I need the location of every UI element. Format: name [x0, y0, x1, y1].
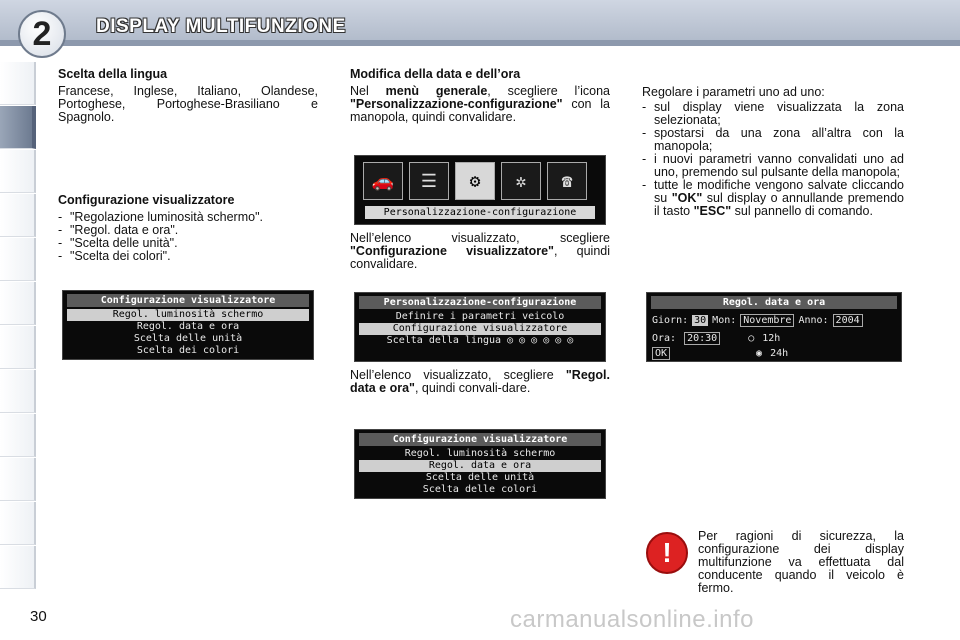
- screen-item: Regol. luminosità schermo: [67, 309, 309, 321]
- chapter-tab: [0, 194, 36, 237]
- watermark: carmanualsonline.info: [510, 606, 754, 633]
- instruction-2: [350, 232, 610, 271]
- screen-item: Scelta delle unità: [425, 472, 535, 483]
- chapter-tab: [0, 326, 36, 369]
- chapter-tab: [0, 62, 36, 105]
- ok-box: OK: [652, 347, 670, 360]
- radio-24h-icon: ◉: [756, 347, 763, 359]
- main-menu-screen: [354, 155, 606, 225]
- option-name: "Regol. data e ora": [350, 368, 610, 395]
- list-item: - "Scelta dei colori".: [58, 250, 318, 263]
- ok-key: "OK": [671, 191, 703, 205]
- screen-item: Regol. data e ora: [136, 321, 240, 332]
- warning-icon: !: [646, 532, 688, 574]
- language-heading: Scelta della lingua: [58, 67, 168, 81]
- language-section: [58, 68, 318, 124]
- screen-caption: Personalizzazione-configurazione: [365, 206, 595, 219]
- chapter-tab: [0, 546, 36, 589]
- list-item: - "Regolazione luminosità schermo".: [58, 211, 318, 224]
- time-label: Ora:: [652, 332, 677, 344]
- safety-warning: Per ragioni di sicurezza, la configurazione dei display multifunzione va effettuata dal conducente quando il veicolo è fermo.: [698, 529, 904, 595]
- date-time-section: [350, 68, 610, 124]
- text: , scegliere l’icona: [487, 84, 610, 98]
- text: , quindi convalidare.: [350, 244, 610, 271]
- header-rule: [0, 40, 960, 46]
- chapter-tab: [0, 414, 36, 457]
- list-item: [642, 179, 904, 218]
- list-item: - spostarsi da una zona all’altra con la manopola;: [642, 127, 904, 153]
- text: Nel: [350, 84, 386, 98]
- option-24h: 24h: [770, 347, 789, 359]
- time-value: 20:30: [684, 332, 720, 345]
- telephone-icon: ☎: [547, 162, 587, 200]
- instruction-1: [350, 85, 610, 124]
- personalization-screen: [354, 292, 606, 362]
- config-screen: [62, 290, 314, 360]
- day-label: Giorn:: [652, 314, 689, 326]
- list-item: - "Scelta delle unità".: [58, 237, 318, 250]
- screen-item: Configurazione visualizzatore: [359, 323, 601, 335]
- date-row: [652, 313, 896, 327]
- config-list: [58, 211, 318, 263]
- screen-item: Regol. luminosità schermo: [404, 448, 556, 459]
- date-time-heading: Modifica della data e dell’ora: [350, 67, 521, 81]
- chapter-tab-active: [0, 106, 36, 149]
- settings-sliders-icon: ⚙: [455, 162, 495, 200]
- option-12h: 12h: [762, 332, 781, 344]
- chapter-badge: 2: [18, 10, 66, 58]
- phone-list-icon: ☰: [409, 162, 449, 200]
- time-row: [652, 331, 896, 345]
- date-time-screen: [646, 292, 902, 362]
- screen-title: Configurazione visualizzatore: [67, 294, 309, 307]
- screen-title: Configurazione visualizzatore: [359, 433, 601, 446]
- screen-item: Regol. data e ora: [359, 460, 601, 472]
- config-heading: Configurazione visualizzatore: [58, 193, 235, 207]
- text: sul pannello di comando.: [731, 204, 873, 218]
- text: Nell’elenco visualizzato, scegliere: [350, 231, 610, 245]
- page-number: 30: [30, 608, 47, 625]
- text: , quindi convali-dare.: [414, 381, 531, 395]
- menu-name: menù generale: [385, 84, 488, 98]
- list-item: - "Regol. data e ora".: [58, 224, 318, 237]
- chapter-tab: [0, 238, 36, 281]
- parameters-list: [642, 101, 904, 218]
- screen-item: Scelta dei colori: [136, 345, 240, 356]
- text: Nell’elenco visualizzato, scegliere: [350, 368, 566, 382]
- screen-item: Scelta della lingua ◎ ◎ ◎ ◎ ◎ ◎: [386, 335, 574, 346]
- chapter-tab: [0, 370, 36, 413]
- map-icon: ✲: [501, 162, 541, 200]
- option-name: "Configurazione visualizzatore": [350, 244, 554, 258]
- page-title: DISPLAY MULTIFUNZIONE: [96, 16, 346, 37]
- config-screen-2: [354, 429, 606, 499]
- screen-item: Definire i parametri veicolo: [395, 311, 565, 322]
- menu-icon-row: [355, 156, 605, 200]
- screen-item: Scelta delle colori: [422, 484, 538, 495]
- icon-name: "Personalizzazione-configurazione": [350, 97, 563, 111]
- chapter-tabs: [0, 62, 36, 590]
- esc-key: "ESC": [693, 204, 732, 218]
- chapter-tab: [0, 150, 36, 193]
- parameters-section: [642, 86, 904, 218]
- screen-title: Personalizzazione-configurazione: [359, 296, 601, 309]
- radio-12h-icon: ○: [748, 332, 755, 344]
- year-value: 2004: [833, 314, 863, 327]
- screen-title: Regol. data e ora: [651, 296, 897, 309]
- list-item: - sul display viene visualizzata la zona selezionata;: [642, 101, 904, 127]
- month-label: Mon:: [712, 314, 737, 326]
- text: sul display o annullande premendo il tasto: [654, 191, 904, 218]
- car-icon: 🚗: [363, 162, 403, 200]
- config-section: [58, 194, 318, 263]
- text: con la manopola, quindi convalidare.: [350, 97, 610, 124]
- chapter-tab: [0, 282, 36, 325]
- screen-item: Scelta delle unità: [133, 333, 243, 344]
- language-text: Francese, Inglese, Italiano, Olandese, Portoghese, Portoghese-Brasiliano e Spagnolo.: [58, 84, 318, 124]
- format-row: [652, 347, 896, 359]
- month-value: Novembre: [740, 314, 794, 327]
- year-label: Anno:: [798, 314, 829, 326]
- instruction-3: [350, 369, 610, 395]
- list-item: - i nuovi parametri vanno convalidati uno ad uno, premendo sul pulsante della manopola;: [642, 153, 904, 179]
- text: tutte le modifiche vengono salvate cliccando su: [654, 178, 904, 205]
- chapter-tab: [0, 502, 36, 545]
- day-value: 30: [694, 314, 707, 326]
- parameters-intro: Regolare i parametri uno ad uno:: [642, 85, 825, 99]
- chapter-tab: [0, 458, 36, 501]
